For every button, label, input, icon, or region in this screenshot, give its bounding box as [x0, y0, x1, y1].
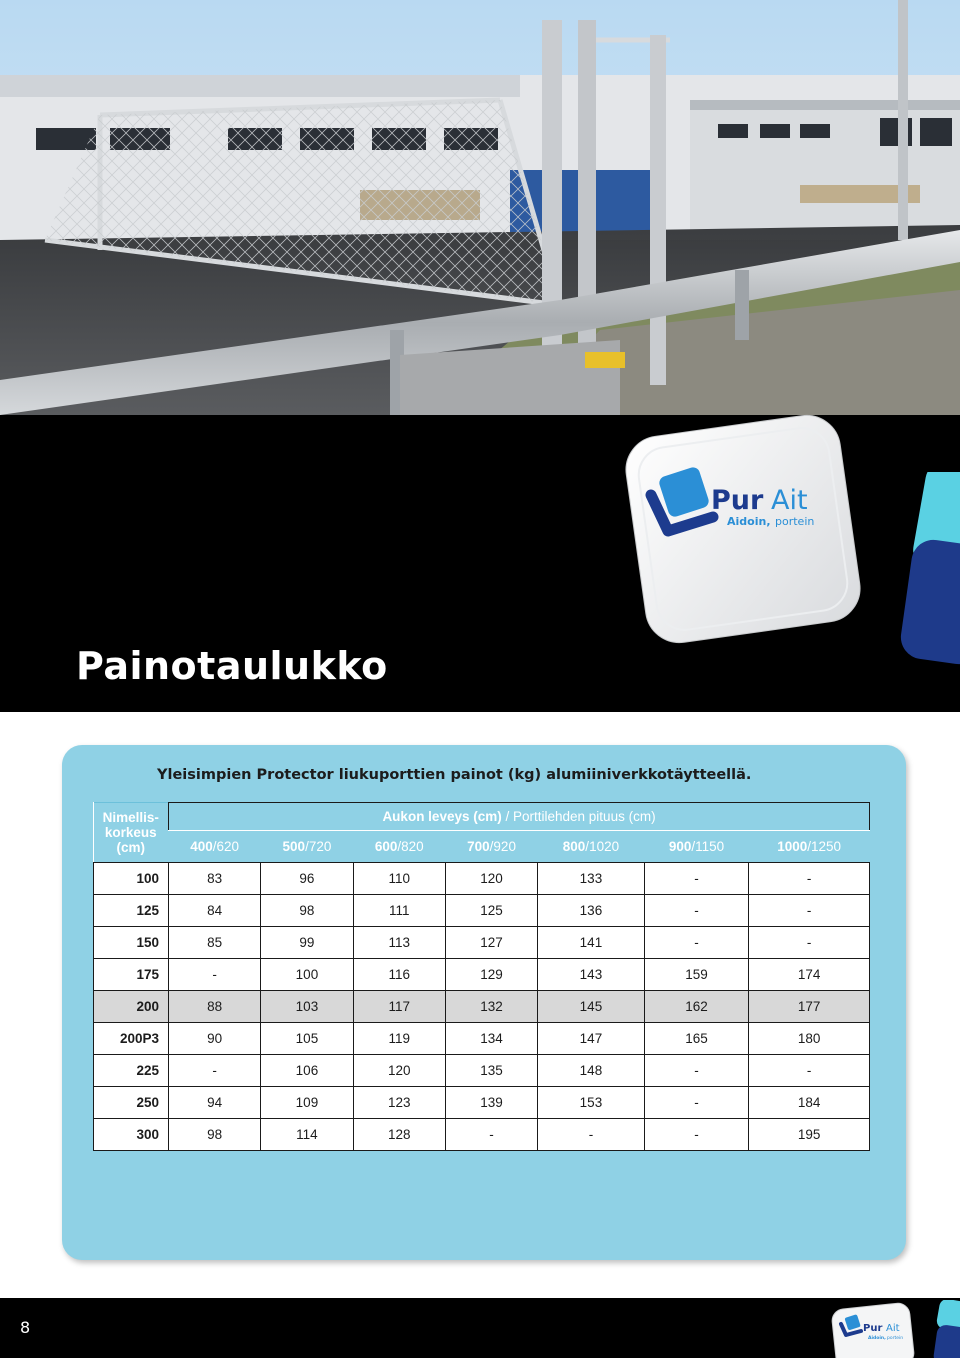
brand-name-bold: Pur	[711, 485, 764, 516]
weight-cell: 162	[644, 991, 749, 1023]
column-sep: /	[807, 839, 812, 854]
weight-cell: -	[749, 895, 870, 927]
weight-cell: 119	[353, 1023, 445, 1055]
table-caption: Yleisimpien Protector liukuporttien painot (kg) alumiiniverkkotäytteellä.	[157, 767, 752, 783]
weight-cell: -	[169, 1055, 261, 1087]
weight-cell: 94	[169, 1087, 261, 1119]
weight-cell: 129	[445, 959, 537, 991]
weight-cell: 98	[261, 895, 353, 927]
weight-cell: 128	[353, 1119, 445, 1151]
weight-cell: 88	[169, 991, 261, 1023]
weight-cell: 100	[261, 959, 353, 991]
weight-cell: 177	[749, 991, 870, 1023]
weight-cell: 139	[445, 1087, 537, 1119]
row-height-label: 150	[94, 927, 169, 959]
weight-cell: 123	[353, 1087, 445, 1119]
weight-cell: -	[644, 1087, 749, 1119]
group-header	[169, 803, 870, 831]
column-header	[445, 831, 537, 863]
column-header	[353, 831, 445, 863]
table-row	[94, 927, 870, 959]
weight-cell: 96	[261, 863, 353, 895]
column-header	[538, 831, 645, 863]
weight-cell: 136	[538, 895, 645, 927]
footer-brand-tagline-light: portein	[887, 1336, 904, 1341]
weight-cell: -	[644, 895, 749, 927]
weight-cell: 153	[538, 1087, 645, 1119]
weight-cell: 98	[169, 1119, 261, 1151]
page-title: Painotaulukko	[76, 644, 388, 688]
weight-cell: 133	[538, 863, 645, 895]
column-length: 1020	[589, 839, 620, 854]
column-header-row	[94, 831, 870, 863]
weight-cell: 134	[445, 1023, 537, 1055]
weight-cell: 116	[353, 959, 445, 991]
column-width: 1000	[777, 839, 808, 854]
column-header	[644, 831, 749, 863]
group-header-sep: /	[501, 809, 513, 824]
weight-cell: 125	[445, 895, 537, 927]
weight-cell: -	[644, 1055, 749, 1087]
weight-cell: 180	[749, 1023, 870, 1055]
column-width: 900	[668, 839, 692, 854]
brand-logo	[623, 413, 863, 645]
weight-cell: 114	[261, 1119, 353, 1151]
weight-cell: -	[749, 863, 870, 895]
page-number: 8	[20, 1318, 31, 1337]
weight-cell: 105	[261, 1023, 353, 1055]
weight-cell: -	[749, 1055, 870, 1087]
table-row	[94, 895, 870, 927]
brand-tagline-bold: Aidoin,	[727, 515, 771, 528]
footer-brand-logo	[830, 1302, 916, 1358]
weight-cell: 148	[538, 1055, 645, 1087]
weight-cell: 83	[169, 863, 261, 895]
column-sep: /	[489, 839, 494, 854]
row-height-label: 200P3	[94, 1023, 169, 1055]
column-length: 620	[216, 839, 240, 854]
weight-cell: 132	[445, 991, 537, 1023]
decorative-tile	[898, 472, 960, 670]
weight-cell: -	[644, 927, 749, 959]
weight-cell: 145	[538, 991, 645, 1023]
column-width: 600	[374, 839, 398, 854]
corner-header-line: Nimellis-	[102, 810, 159, 825]
column-width: 700	[467, 839, 490, 854]
column-sep: /	[212, 839, 217, 854]
column-width: 500	[282, 839, 306, 854]
column-length: 920	[493, 839, 516, 854]
weight-cell: 120	[445, 863, 537, 895]
weight-cell: 90	[169, 1023, 261, 1055]
row-height-label: 200	[94, 991, 169, 1023]
table-row	[94, 1087, 870, 1119]
weight-table-card	[62, 745, 906, 1260]
column-length: 1250	[811, 839, 842, 854]
group-header-bold: Aukon leveys (cm)	[382, 809, 502, 824]
column-length: 1150	[695, 839, 725, 854]
row-height-label: 250	[94, 1087, 169, 1119]
weight-cell: 159	[644, 959, 749, 991]
weight-cell: 85	[169, 927, 261, 959]
weight-cell: 127	[445, 927, 537, 959]
weight-cell: 195	[749, 1119, 870, 1151]
column-length: 720	[308, 839, 332, 854]
column-header	[169, 831, 261, 863]
row-height-label: 225	[94, 1055, 169, 1087]
weight-cell: 111	[353, 895, 445, 927]
weight-cell: 117	[353, 991, 445, 1023]
weight-cell: 106	[261, 1055, 353, 1087]
row-height-label: 125	[94, 895, 169, 927]
weight-cell: 184	[749, 1087, 870, 1119]
table-row	[94, 1023, 870, 1055]
weight-cell: 84	[169, 895, 261, 927]
weight-table	[93, 802, 870, 1151]
table-row	[94, 1119, 870, 1151]
weight-cell: 120	[353, 1055, 445, 1087]
hero-photo	[0, 0, 960, 415]
column-sep: /	[305, 839, 309, 854]
corner-header-line: korkeus	[104, 825, 157, 840]
table-body	[94, 863, 870, 1151]
weight-cell: 110	[353, 863, 445, 895]
column-sep: /	[585, 839, 590, 854]
weight-cell: 147	[538, 1023, 645, 1055]
weight-cell: 103	[261, 991, 353, 1023]
brand-name-light: Ait	[771, 485, 808, 516]
footer-band	[0, 1298, 960, 1358]
table-row	[94, 863, 870, 895]
footer-brand-tagline-bold: Aidoin,	[868, 1336, 886, 1341]
footer-decorative-tile	[932, 1300, 960, 1358]
weight-cell: -	[644, 863, 749, 895]
column-header	[749, 831, 870, 863]
column-width: 400	[190, 839, 213, 854]
column-header	[261, 831, 353, 863]
weight-cell: 135	[445, 1055, 537, 1087]
row-height-label: 175	[94, 959, 169, 991]
weight-cell: 113	[353, 927, 445, 959]
weight-cell: 174	[749, 959, 870, 991]
footer-brand-name-bold: Pur	[863, 1323, 883, 1334]
column-sep: /	[691, 839, 696, 854]
table-row	[94, 991, 870, 1023]
weight-cell: 165	[644, 1023, 749, 1055]
table-row	[94, 959, 870, 991]
corner-header-line: (cm)	[116, 840, 145, 855]
brand-tagline-light: portein	[775, 515, 815, 528]
table-row	[94, 1055, 870, 1087]
corner-header	[94, 803, 169, 863]
weight-cell: 143	[538, 959, 645, 991]
weight-cell: -	[749, 927, 870, 959]
column-sep: /	[397, 839, 402, 854]
weight-cell: -	[644, 1119, 749, 1151]
footer-brand-name-light: Ait	[886, 1323, 900, 1334]
weight-cell: 99	[261, 927, 353, 959]
column-width: 800	[562, 839, 586, 854]
group-header-light: Porttilehden pituus (cm)	[513, 809, 656, 824]
weight-cell: 141	[538, 927, 645, 959]
weight-cell: -	[538, 1119, 645, 1151]
column-length: 820	[401, 839, 424, 854]
row-height-label: 100	[136, 871, 159, 886]
weight-cell: 109	[261, 1087, 353, 1119]
row-height-label: 300	[94, 1119, 169, 1151]
weight-cell: -	[445, 1119, 537, 1151]
weight-cell: -	[169, 959, 261, 991]
